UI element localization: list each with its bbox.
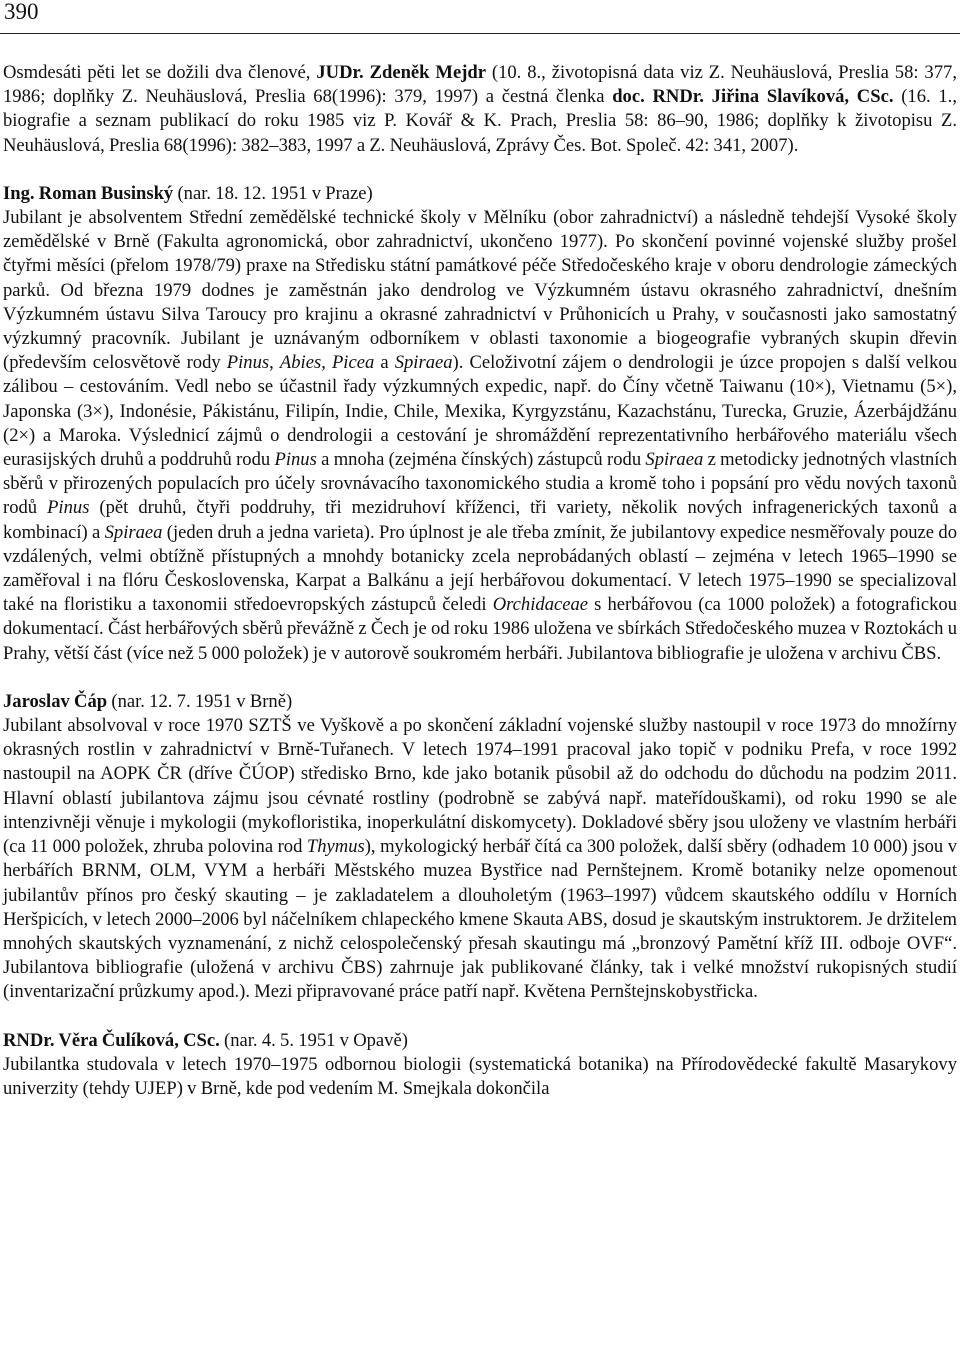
entry-body-businsky	[3, 206, 957, 666]
entry-heading-businsky	[3, 182, 957, 206]
header-rule	[0, 33, 960, 34]
spacer	[3, 666, 957, 690]
entry-birth: (nar. 18. 12. 1951 v Praze)	[173, 182, 373, 204]
body-text: a mnoha (zejména čínských) zástupců rodu	[316, 449, 646, 471]
taxon-name: Spiraea	[645, 449, 704, 471]
entry-birth: (nar. 12. 7. 1951 v Brně)	[107, 690, 293, 712]
member-name-slavikova: doc. RNDr. Jiřina Slavíková, CSc.	[612, 86, 894, 108]
body-text: (pět druhů, čtyři poddruhy, tři mezidruhoví kříženci, tři variety, několik nových infragenerických taxonů a kombinací) a	[3, 497, 957, 543]
entry-heading-cap	[3, 690, 957, 714]
body-text: s herbářovou (ca 1000 položek) a fotografickou dokumentací. Část herbářových sběrů převážně z Čech je od roku 1986 uložena ve sbírkách Středočeského muzea v Roztokách u Prahy, větší část (více než 5 000 položek) je v autorově soukromém herbáři. Jubilantova bibliografie je uložena v archivu ČBS.	[3, 594, 957, 664]
taxon-name: Pinus	[47, 497, 90, 519]
body-text: ,	[321, 352, 332, 374]
body-text: z metodicky jednotných vlastních sběrů v přirozených populacích pro účely srovnávacího taxonomického studia a kromě toho i popsání pro vědu nových taxonů rodů	[3, 449, 957, 519]
intro-text: (10. 8., životopisná data viz Z. Neuhäuslová, Preslia 58: 377, 1986; doplňky Z. Neuhäuslová, Preslia 68(1996): 379, 1997) a čestná členka	[3, 62, 957, 108]
body-text: ). Celoživotní zájem o dendrologii je úzce propojen s další velkou zálibou – cestováním. Vedl nebo se účastnil řady výzkumných expedic, např. do Číny včetně Taiwanu (10×), Vietnamu (5×), Japonska (3×), Indonésie, Pákistánu, Filipín, Indie, Chile, Mexika, Kyrgyzstánu, Kazachstánu, Turecka, Gruzie, Ázerbájdžánu (2×) a Maroka. Výslednicí zájmů o dendrologii a cestování je shromáždění reprezentativního herbářového materiálu všech eurasijských druhů a poddruhů rodu	[3, 352, 957, 471]
taxon-name: Orchidaceae	[492, 594, 589, 616]
entry-birth: (nar. 4. 5. 1951 v Opavě)	[219, 1029, 408, 1051]
entry-name: RNDr. Věra Čulíková, CSc.	[3, 1029, 220, 1051]
article-body	[3, 61, 957, 1101]
entry-heading-culikova	[3, 1029, 957, 1053]
body-text: ,	[269, 352, 280, 374]
entry-name: Jaroslav Čáp	[3, 690, 108, 712]
member-name-mejdr: JUDr. Zdeněk Mejdr	[316, 62, 486, 83]
intro-text: Osmdesáti pěti let se dožili dva členové,	[3, 62, 317, 83]
taxon-name: Pinus	[274, 449, 317, 471]
entry-body-cap	[3, 714, 957, 1004]
intro-paragraph	[3, 61, 957, 158]
body-text: a	[374, 352, 395, 374]
entry-name: Ing. Roman Businský	[3, 182, 174, 204]
intro-text: (16. 1., biografie a seznam publikací do roku 1985 viz P. Kovář & K. Prach, Preslia 58: 86–90, 1986; doplňky k životopisu Z. Neuhäuslová, Preslia 68(1996): 382–383, 1997 a Z. Neuhäuslová, Zprávy Čes. Bot. Společ. 42: 341, 2007).	[3, 86, 957, 156]
entry-body-culikova	[3, 1053, 957, 1101]
taxon-name: Thymus	[306, 836, 365, 858]
taxon-name: Spiraea	[394, 352, 453, 374]
body-text: Jubilant je absolventem Střední zemědělské technické školy v Mělníku (obor zahradnictví) a následně tehdejší Vysoké školy zemědělské v Brně (Fakulta agronomická, obor zahradnictví, ukončeno 1977). Po skončení povinné vojenské služby prošel čtyřmi měsíci (přelom 1978/79) praxe na Středisku státní památkové péče Středočeského kraje v oboru dendrologie zámeckých parků. Od března 1979 dodnes je zaměstnán jako dendrolog ve Výzkumném ústavu okrasného zahradnictví, dnešním Výzkumném ústavu Silva Taroucy pro krajinu a okrasné zahradnictví v Průhonicích u Prahy, v současnosti jako samostatný výzkumný pracovník. Jubilant je uznávaným odborníkem v oblasti taxonomie a biogeografie vybraných skupin dřevin (především celosvětově rody	[3, 207, 957, 374]
taxon-name: Abies	[279, 352, 322, 374]
spacer	[3, 158, 957, 182]
taxon-name: Spiraea	[104, 521, 163, 543]
spacer	[3, 1005, 957, 1029]
taxon-name: Pinus	[226, 352, 270, 374]
body-text: (jeden druh a jedna varieta). Pro úplnost je ale třeba zmínit, že jubilantovy expedice nesměřovaly pouze do vzdálených, velmi obtížně přístupných a mnohdy botanicky zcela neprobádaných oblastí – zejména v letech 1965–1990 se zaměřoval i na flóru Československa, Karpat a Balkánu a její herbářovou dokumentací. V letech 1975–1990 se specializoval také na floristiku a taxonomii středoevropských zástupců čeledi	[3, 521, 957, 616]
taxon-name: Picea	[331, 352, 375, 374]
body-text: Jubilant absolvoval v roce 1970 SZTŠ ve Vyškově a po skončení základní vojenské služby nastoupil v roce 1973 do množírny okrasných rostlin v zahradnictví v Brně-Tuřanech. V letech 1974–1991 pracoval jako topič v podniku Prefa, v roce 1992 nastoupil na AOPK ČR (dříve ČÚOP) středisko Brno, kde jako botanik působil až do odchodu do důchodu na podzim 2011. Hlavní oblastí jubilantova zájmu jsou cévnaté rostliny (podrobně se zabývá např. mateřídouškami), od roku 1990 se ale intenzivněji věnuje i mykologii (mykofloristika, inoperkulátní diskomycety). Dokladové sběry jsou uloženy ve vlastním herbáři (ca 11 000 položek, zhruba polovina rod	[3, 715, 957, 858]
page-number: 390	[4, 0, 39, 24]
body-text: ), mykologický herbář čítá ca 300 položek, další sběry (odhadem 10 000) jsou v herbářích BRNM, OLM, VYM a herbáři Městského muzea Bystřice nad Pernštejnem. Kromě botaniky nelze opomenout jubilantův přínos pro český skauting – je zakladatelem a dlouholetým (1963–1997) vůdcem skautského oddílu v Horních Heršpicích, v letech 2000–2006 byl náčelníkem chlapeckého kmene Skauta ABS, dosud je skautským instruktorem. Je držitelem mnohých skautských vyznamenání, z nichž celospolečenský přesah skautingu má „bronzový Pamětní kříž III. odboje OVF“. Jubilantova bibliografie (uložená v archivu ČBS) zahrnuje jak publikované články, tak i velké množství rukopisných studií (inventarizační průzkumy apod.). Mezi připravované práce patří např. Květena Pernštejnskobystřicka.	[3, 836, 957, 1003]
body-text: Jubilantka studovala v letech 1970–1975 odbornou biologii (systematická botanika) na Přírodovědecké fakultě Masarykovy univerzity (tehdy UJEP) v Brně, kde pod vedením M. Smejkala dokončila	[3, 1053, 957, 1099]
